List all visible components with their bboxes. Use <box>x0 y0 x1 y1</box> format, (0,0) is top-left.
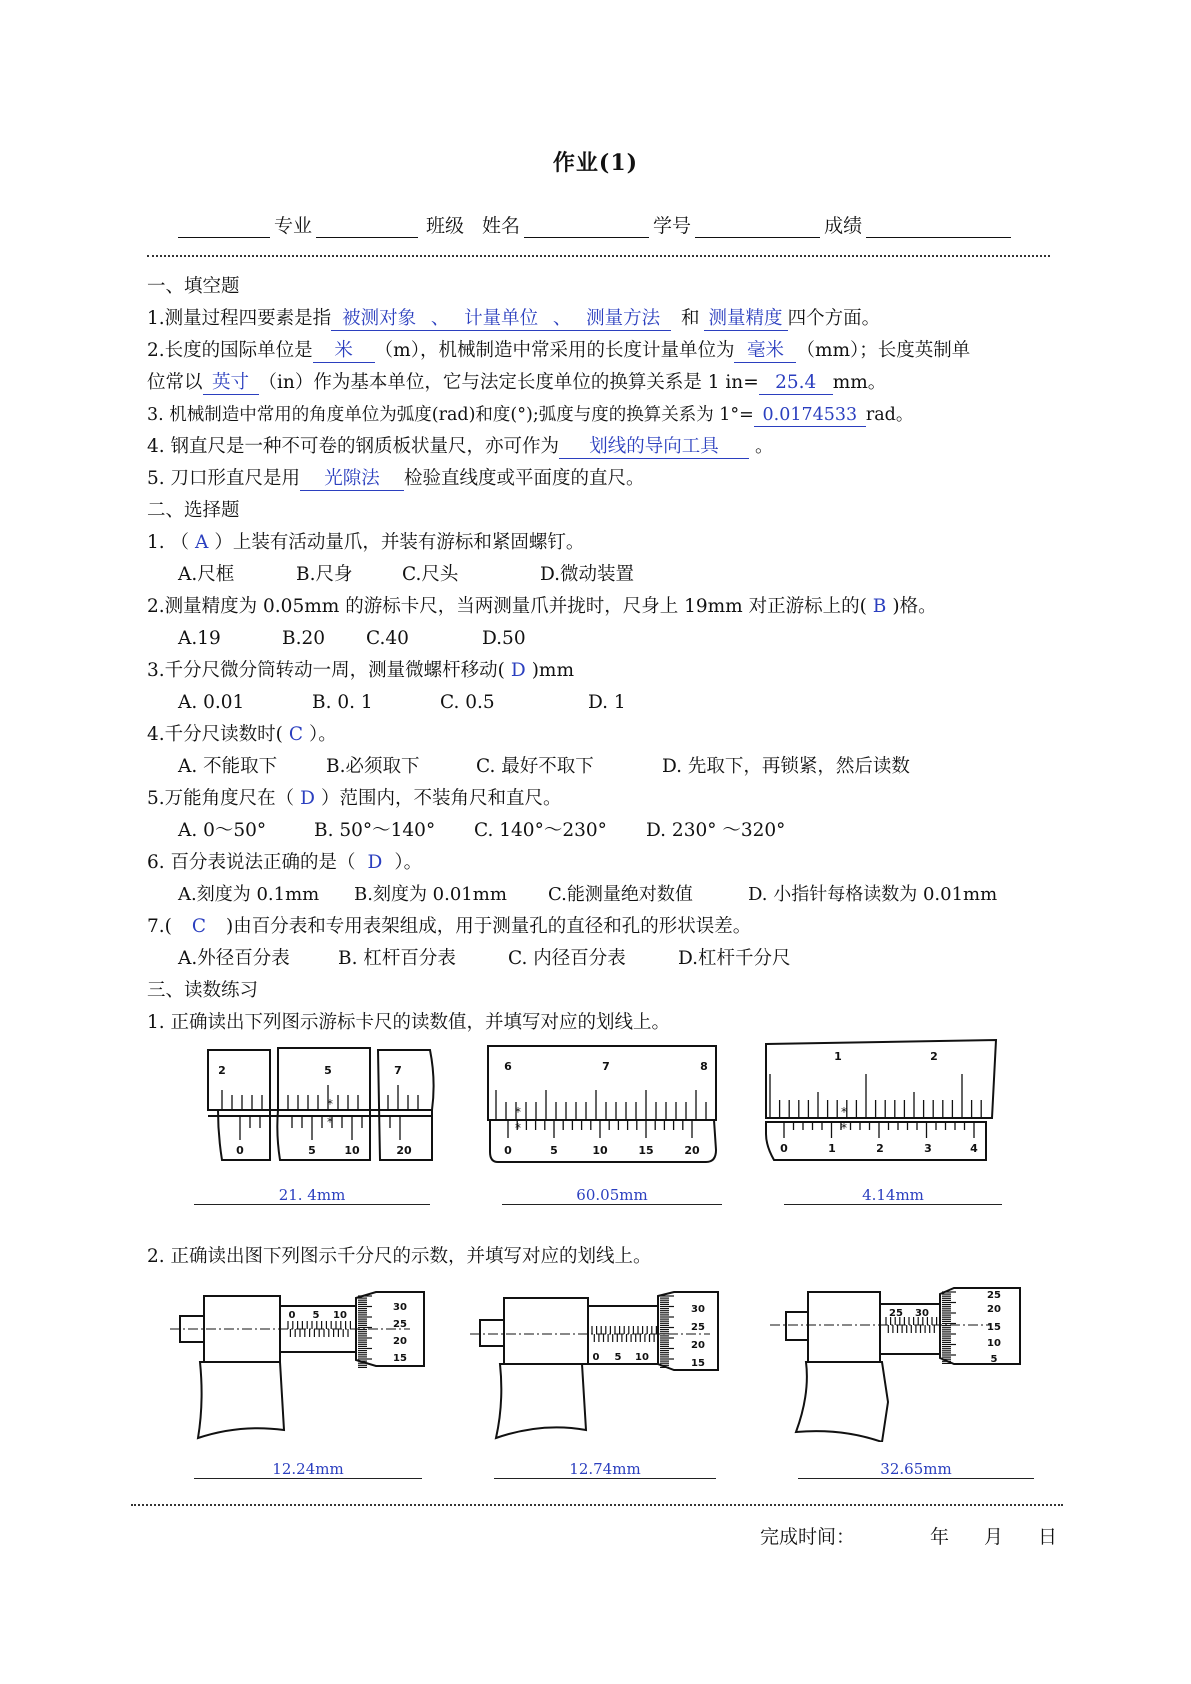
dotted-divider-top <box>147 255 1050 257</box>
choice-q7 <box>147 914 751 940</box>
score-blank[interactable] <box>866 215 1011 238</box>
choice-q2-option-c[interactable]: C.40 <box>366 628 409 649</box>
caliper2-main-label-7: 7 <box>602 1060 610 1073</box>
fill-q5-answer[interactable]: 光隙法 <box>300 468 404 491</box>
choice-q7-answer[interactable]: C <box>191 916 207 937</box>
caliper1-vernier-label-0: 0 <box>236 1144 244 1157</box>
fill-q2-text: 2.长度的国际单位是 <box>147 340 313 361</box>
choice-q7-post: )由百分表和专用表架组成，用于测量孔的直径和孔的形状误差。 <box>226 916 752 937</box>
fill-q3-text: 3. 机械制造中常用的角度单位为弧度(rad)和度(°);弧度与度的换算关系为 1°= <box>147 405 754 425</box>
choice-q4-option-b[interactable]: B.必须取下 <box>326 756 420 777</box>
class-label: 班级 <box>426 215 465 237</box>
choice-q6-answer[interactable]: D <box>367 852 383 873</box>
fill-q1-answer-3[interactable]: 测量方法 <box>575 308 671 331</box>
choice-q3 <box>147 658 574 684</box>
choice-q3-option-c[interactable]: C. 0.5 <box>440 692 495 713</box>
choice-q2 <box>147 594 937 620</box>
choice-q7-pre: 7.( <box>147 916 172 937</box>
mic2-thimble-label-30: 30 <box>691 1304 705 1315</box>
choice-q4-option-a[interactable]: A. 不能取下 <box>178 756 278 777</box>
choice-q2-answer[interactable]: B <box>872 596 887 617</box>
fill-q1-answer-1[interactable]: 被测对象 <box>331 308 427 331</box>
svg-text:*: * <box>841 1105 847 1119</box>
caliper-figure-3 <box>760 1034 1000 1170</box>
choice-q3-answer[interactable]: D <box>510 660 526 681</box>
choice-q3-post: )mm <box>531 660 575 681</box>
choice-q3-option-a[interactable]: A. 0.01 <box>178 692 245 713</box>
mic3-sleeve-label-30: 30 <box>915 1308 929 1319</box>
mic3-sleeve-label-25: 25 <box>889 1308 903 1319</box>
choice-q6-option-b[interactable]: B.刻度为 0.01mm <box>354 884 507 905</box>
fill-q4 <box>147 434 774 460</box>
choice-q1-option-b[interactable]: B.尺身 <box>296 564 353 585</box>
major-label: 专业 <box>274 215 313 237</box>
completion-time-label: 完成时间： <box>760 1526 856 1548</box>
choice-q2-option-a[interactable]: A.19 <box>178 628 221 649</box>
fill-q1-post: 四个方面。 <box>787 308 881 329</box>
choice-q1-post: ）上装有活动量爪，并装有游标和紧固螺钉。 <box>214 532 585 553</box>
caliper2-vernier-label-10: 10 <box>592 1144 608 1157</box>
fill-q1-answer-4[interactable]: 测量精度 <box>704 308 788 331</box>
student-info-row <box>178 212 1011 238</box>
caliper1-vernier-label-20: 20 <box>396 1144 412 1157</box>
fill-q2b-text: 位常以 <box>147 372 203 393</box>
completion-day-label: 日 <box>1038 1526 1058 1548</box>
choice-q5-options <box>178 818 785 844</box>
caliper-answer-2[interactable]: 60.05mm <box>502 1186 722 1205</box>
caliper2-main-label-8: 8 <box>700 1060 708 1073</box>
choice-q6-option-a[interactable]: A.刻度为 0.1mm <box>178 884 320 905</box>
choice-q5-post: ）范围内，不装角尺和直尺。 <box>321 788 562 809</box>
caliper-answer-3[interactable]: 4.14mm <box>784 1186 1002 1205</box>
mic2-thimble-label-20: 20 <box>691 1340 705 1351</box>
caliper-figure-1 <box>200 1040 470 1170</box>
micrometer-answer-1[interactable]: 12.24mm <box>194 1460 422 1479</box>
choice-q1-option-a[interactable]: A.尺框 <box>178 564 235 585</box>
micrometer-answer-2[interactable]: 12.74mm <box>494 1460 716 1479</box>
choice-q6-pre: 6. 百分表说法正确的是（ <box>147 852 356 873</box>
mic3-thimble-label-15: 15 <box>987 1322 1001 1333</box>
choice-q4-answer[interactable]: C <box>288 724 304 745</box>
choice-q1-answer[interactable]: A <box>195 532 209 553</box>
choice-q5-option-a[interactable]: A. 0～50° <box>178 820 267 841</box>
caliper3-main-label-2: 2 <box>930 1050 938 1063</box>
fill-q1-sep-1: 、 <box>427 308 453 331</box>
choice-q1-pre: 1. （ <box>147 532 190 553</box>
fill-q5-text: 5. 刀口形直尺是用 <box>147 468 301 489</box>
caliper2-vernier-label-20: 20 <box>684 1144 700 1157</box>
caliper2-main-label-6: 6 <box>504 1060 512 1073</box>
choice-q5-answer[interactable]: D <box>300 788 315 809</box>
caliper1-main-label-7: 7 <box>394 1064 402 1077</box>
fill-q3 <box>147 402 913 428</box>
mic1-sleeve-label-5: 5 <box>312 1310 320 1321</box>
mic1-sleeve-label-0: 0 <box>288 1310 296 1321</box>
choice-q6-options <box>178 882 997 908</box>
micrometer-figure-1 <box>170 1282 440 1442</box>
choice-q4-options <box>178 754 910 780</box>
class-blank[interactable] <box>316 215 418 238</box>
choice-q7-option-a[interactable]: A.外径百分表 <box>178 948 290 969</box>
caliper3-vernier-label-0: 0 <box>780 1142 788 1155</box>
mic2-sleeve-label-10: 10 <box>635 1352 649 1363</box>
choice-q5-option-d[interactable]: D. 230° ～320° <box>646 820 786 841</box>
caliper3-vernier-label-3: 3 <box>924 1142 932 1155</box>
caliper1-main-label-5: 5 <box>324 1064 332 1077</box>
mic2-sleeve-label-0: 0 <box>592 1352 600 1363</box>
svg-text:*: * <box>327 1115 333 1129</box>
caliper1-vernier-label-5: 5 <box>308 1144 316 1157</box>
caliper3-vernier-label-1: 1 <box>828 1142 836 1155</box>
mic2-thimble-label-25: 25 <box>691 1322 705 1333</box>
fill-q2b-mid: （in）作为基本单位，它与法定长度单位的换算关系是 1 in= <box>258 372 759 393</box>
name-label: 姓名 <box>482 215 521 237</box>
fill-q1-and: 和 <box>681 308 700 329</box>
fill-q2-answer-4[interactable]: 25.4 <box>759 372 833 395</box>
fill-q4-post: 。 <box>755 436 774 457</box>
caliper1-vernier-label-10: 10 <box>344 1144 360 1157</box>
mic3-thimble-label-20: 20 <box>987 1304 1001 1315</box>
choice-q4-pre: 4.千分尺读数时( <box>147 724 283 745</box>
fill-q2-mid-1: （m），机械制造中常采用的长度计量单位为 <box>374 340 735 361</box>
choice-q4-option-d[interactable]: D. 先取下，再锁紧，然后读数 <box>662 756 910 777</box>
choice-q1-option-d[interactable]: D.微动装置 <box>540 564 635 585</box>
fill-q1 <box>147 306 880 332</box>
choice-q3-option-d[interactable]: D. 1 <box>588 692 626 713</box>
fill-q1-answer-2[interactable]: 计量单位 <box>453 308 549 331</box>
choice-q5-option-c[interactable]: C. 140°～230° <box>474 820 607 841</box>
name-blank[interactable] <box>524 215 649 238</box>
fill-q1-sep-2: 、 <box>549 308 575 331</box>
choice-q3-option-b[interactable]: B. 0. 1 <box>312 692 373 713</box>
choice-q5-option-b[interactable]: B. 50°～140° <box>314 820 436 841</box>
choice-q7-option-b[interactable]: B. 杠杆百分表 <box>338 948 456 969</box>
fill-q4-text: 4. 钢直尺是一种不可卷的钢质板状量尺，亦可作为 <box>147 436 560 457</box>
caliper-figure-2 <box>484 1040 734 1170</box>
completion-year-label: 年 <box>930 1526 950 1548</box>
section1-heading: 一、填空题 <box>147 276 240 297</box>
mic1-thimble-label-30: 30 <box>393 1302 407 1313</box>
choice-q3-pre: 3.千分尺微分筒转动一周，测量微螺杆移动( <box>147 660 505 681</box>
micrometer-answer-3[interactable]: 32.65mm <box>798 1460 1034 1479</box>
choice-q2-pre: 2.测量精度为 0.05mm 的游标卡尺，当两测量爪并拢时，尺身上 19mm 对正游标上的( <box>147 596 867 617</box>
mic3-thimble-label-5: 5 <box>990 1354 998 1365</box>
choice-q5-pre: 5.万能角度尺在（ <box>147 788 295 809</box>
mic1-thimble-label-15: 15 <box>393 1353 407 1364</box>
mic1-thimble-label-20: 20 <box>393 1336 407 1347</box>
fill-q2-answer-3[interactable]: 英寸 <box>203 372 259 395</box>
svg-text:*: * <box>327 1097 333 1111</box>
caliper1-main-label-2: 2 <box>218 1064 226 1077</box>
caliper2-vernier-label-15: 15 <box>638 1144 654 1157</box>
fill-q2b-post: mm。 <box>832 372 887 393</box>
choice-q1-option-c[interactable]: C.尺头 <box>402 564 459 585</box>
svg-text:*: * <box>515 1121 521 1135</box>
fill-q2 <box>147 338 970 364</box>
caliper-answer-1[interactable]: 21. 4mm <box>194 1186 430 1205</box>
student-id-blank[interactable] <box>695 215 820 238</box>
choice-q2-options <box>178 626 526 652</box>
score-label: 成绩 <box>824 215 863 237</box>
caliper3-vernier-label-4: 4 <box>970 1142 978 1155</box>
choice-q6-option-d[interactable]: D. 小指针每格读数为 0.01mm <box>748 884 998 905</box>
choice-q4-option-c[interactable]: C. 最好不取下 <box>476 756 594 777</box>
mic1-thimble-label-25: 25 <box>393 1319 407 1330</box>
caliper2-vernier-label-5: 5 <box>550 1144 558 1157</box>
choice-q5 <box>147 786 562 812</box>
reading-q2: 2. 正确读出图下列图示千分尺的示数，并填写对应的划线上。 <box>147 1246 652 1267</box>
section2-heading: 二、选择题 <box>147 500 240 521</box>
fill-q2-mid-2: （mm）；长度英制单 <box>796 340 971 361</box>
choice-q1 <box>147 530 584 556</box>
fill-q2-answer-1[interactable]: 米 <box>313 340 375 363</box>
choice-q2-post: )格。 <box>892 596 937 617</box>
mic1-sleeve-label-10: 10 <box>333 1310 347 1321</box>
choice-q6-option-c[interactable]: C.能测量绝对数值 <box>548 884 693 905</box>
svg-text:*: * <box>515 1105 521 1119</box>
reading-q1: 1. 正确读出下列图示游标卡尺的读数值，并填写对应的划线上。 <box>147 1012 671 1033</box>
micrometer-figure-2 <box>470 1282 740 1442</box>
choice-q7-option-d[interactable]: D.杠杆千分尺 <box>678 948 791 969</box>
caliper2-vernier-label-0: 0 <box>504 1144 512 1157</box>
student-id-label: 学号 <box>653 215 692 237</box>
caliper3-vernier-label-2: 2 <box>876 1142 884 1155</box>
section3-heading: 三、读数练习 <box>147 980 259 1001</box>
choice-q6 <box>147 850 422 876</box>
choice-q2-option-d[interactable]: D.50 <box>482 628 526 649</box>
fill-q2-answer-2[interactable]: 毫米 <box>734 340 796 363</box>
mic3-thimble-label-10: 10 <box>987 1338 1001 1349</box>
fill-q4-answer[interactable]: 划线的导向工具 <box>559 436 749 459</box>
fill-q5 <box>147 466 645 492</box>
caliper3-main-label-1: 1 <box>834 1050 842 1063</box>
mic2-thimble-label-15: 15 <box>691 1358 705 1369</box>
micrometer-figure-3 <box>770 1282 1030 1442</box>
choice-q7-options <box>178 946 791 972</box>
fill-q1-text: 1.测量过程四要素是指 <box>147 308 332 329</box>
svg-text:*: * <box>841 1121 847 1135</box>
page-title: 作业(1) <box>552 150 639 176</box>
major-blank[interactable] <box>178 215 270 238</box>
mic2-sleeve-label-5: 5 <box>614 1352 622 1363</box>
fill-q3-answer[interactable]: 0.0174533 <box>754 404 866 427</box>
choice-q2-option-b[interactable]: B.20 <box>282 628 326 649</box>
choice-q4-post: ）。 <box>309 724 337 745</box>
mic3-thimble-label-25: 25 <box>987 1290 1001 1301</box>
fill-q3-post: rad。 <box>865 405 914 425</box>
completion-month-label: 月 <box>984 1526 1004 1548</box>
choice-q4 <box>147 722 337 748</box>
fill-q5-post: 检验直线度或平面度的直尺。 <box>404 468 645 489</box>
choice-q7-option-c[interactable]: C. 内径百分表 <box>508 948 626 969</box>
choice-q6-post: ）。 <box>394 852 423 873</box>
fill-q2-continued <box>147 370 886 396</box>
choice-q3-options <box>178 690 626 716</box>
choice-q1-options <box>178 562 634 588</box>
dotted-divider-bottom <box>131 1504 1063 1506</box>
